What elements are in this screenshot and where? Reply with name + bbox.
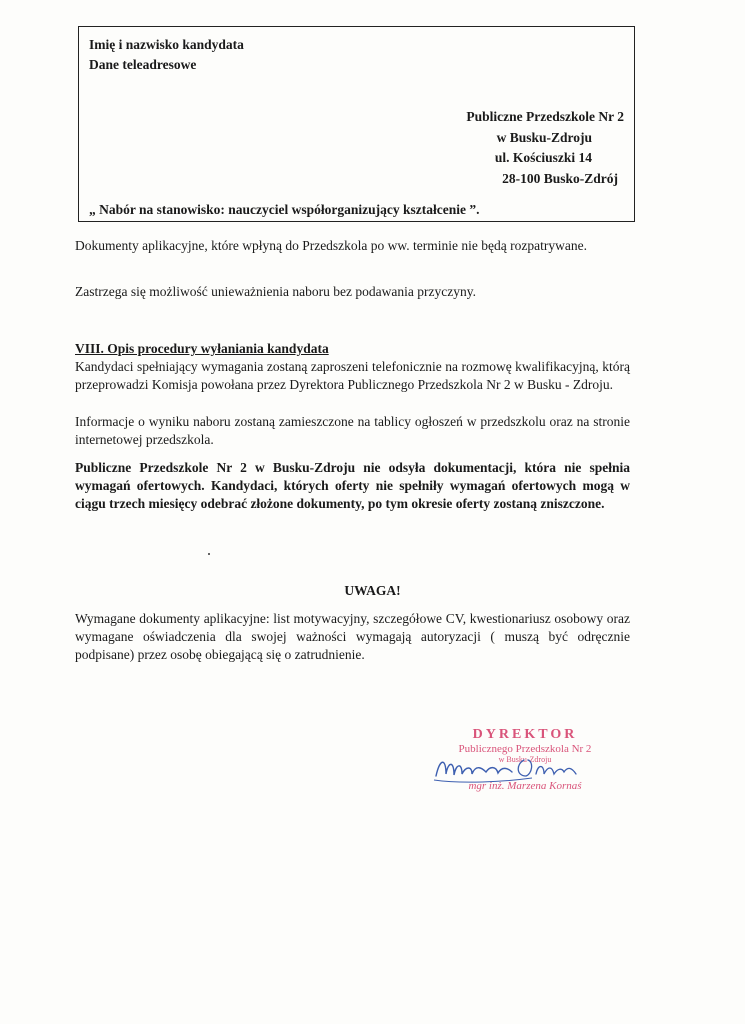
stamp-title: DYREKTOR [472, 727, 578, 742]
address-line-1: Publiczne Przedszkole Nr 2 [466, 109, 624, 124]
section-8-paragraph-1: Kandydaci spełniający wymagania zostaną zaproszeni telefonicznie na rozmowę kwalifikacyjną, którą przeprowadzi Komisja powołana przez Dyrektora Publicznego Przedszkola Nr 2 w Busku - Zdroju. [75, 359, 630, 392]
uwaga-text: Wymagane dokumenty aplikacyjne: list motywacyjny, szczegółowe CV, kwestionariusz osobowy oraz wymagane oświadczenia dla swojej ważności wymagają autoryzacji ( muszą być odręcznie podpisane) przez osobę obiegającą się o zatrudnienie. [75, 611, 630, 662]
address-line-3: ul. Kościuszki 14 [494, 150, 592, 165]
candidate-name-label: Imię i nazwisko kandydata [89, 37, 244, 52]
address-line-4: 28-100 Busko-Zdrój [502, 170, 618, 186]
documents-note: Dokumenty aplikacyjne, które wpłyną do Przedszkola po ww. terminie nie będą rozpatrywane. [75, 238, 587, 253]
cancel-note: Zastrzega się możliwość unieważnienia naboru bez podawania przyczyny. [75, 284, 476, 299]
stray-dot [208, 553, 210, 555]
header-box [78, 26, 635, 222]
stamp-place: w Busku-Zdroju [498, 755, 552, 764]
address-line-2: w Busku-Zdroju [496, 129, 592, 145]
candidate-fields [89, 35, 244, 75]
uwaga-title: UWAGA! [344, 583, 401, 598]
contact-label: Dane teleadresowe [89, 57, 197, 72]
section-8-heading: VIII. Opis procedury wyłaniania kandydata [75, 341, 329, 356]
stamp-org: Publicznego Przedszkola Nr 2 [458, 743, 592, 755]
handwritten-signature [432, 748, 582, 788]
recipient-address [466, 107, 624, 189]
recruitment-title: „ Nabór na stanowisko: nauczyciel współorganizujący kształcenie ”. [89, 202, 480, 217]
section-8-paragraph-2: Informacje o wyniku naboru zostaną zamieszczone na tablicy ogłoszeń w przedszkolu oraz na stronie internetowej przedszkola. [75, 414, 630, 447]
stamp-name: mgr inż. Marzena Kornaś [468, 780, 582, 792]
section-8-paragraph-3: Publiczne Przedszkole Nr 2 w Busku-Zdroju nie odsyła dokumentacji, która nie spełnia wymagań ofertowych. Kandydaci, których oferty nie spełniły wymagań ofertowych mogą w ciągu trzech miesięcy odebrać złożone dokumenty, po tym okresie oferty zostaną zniszczone. [75, 460, 630, 511]
